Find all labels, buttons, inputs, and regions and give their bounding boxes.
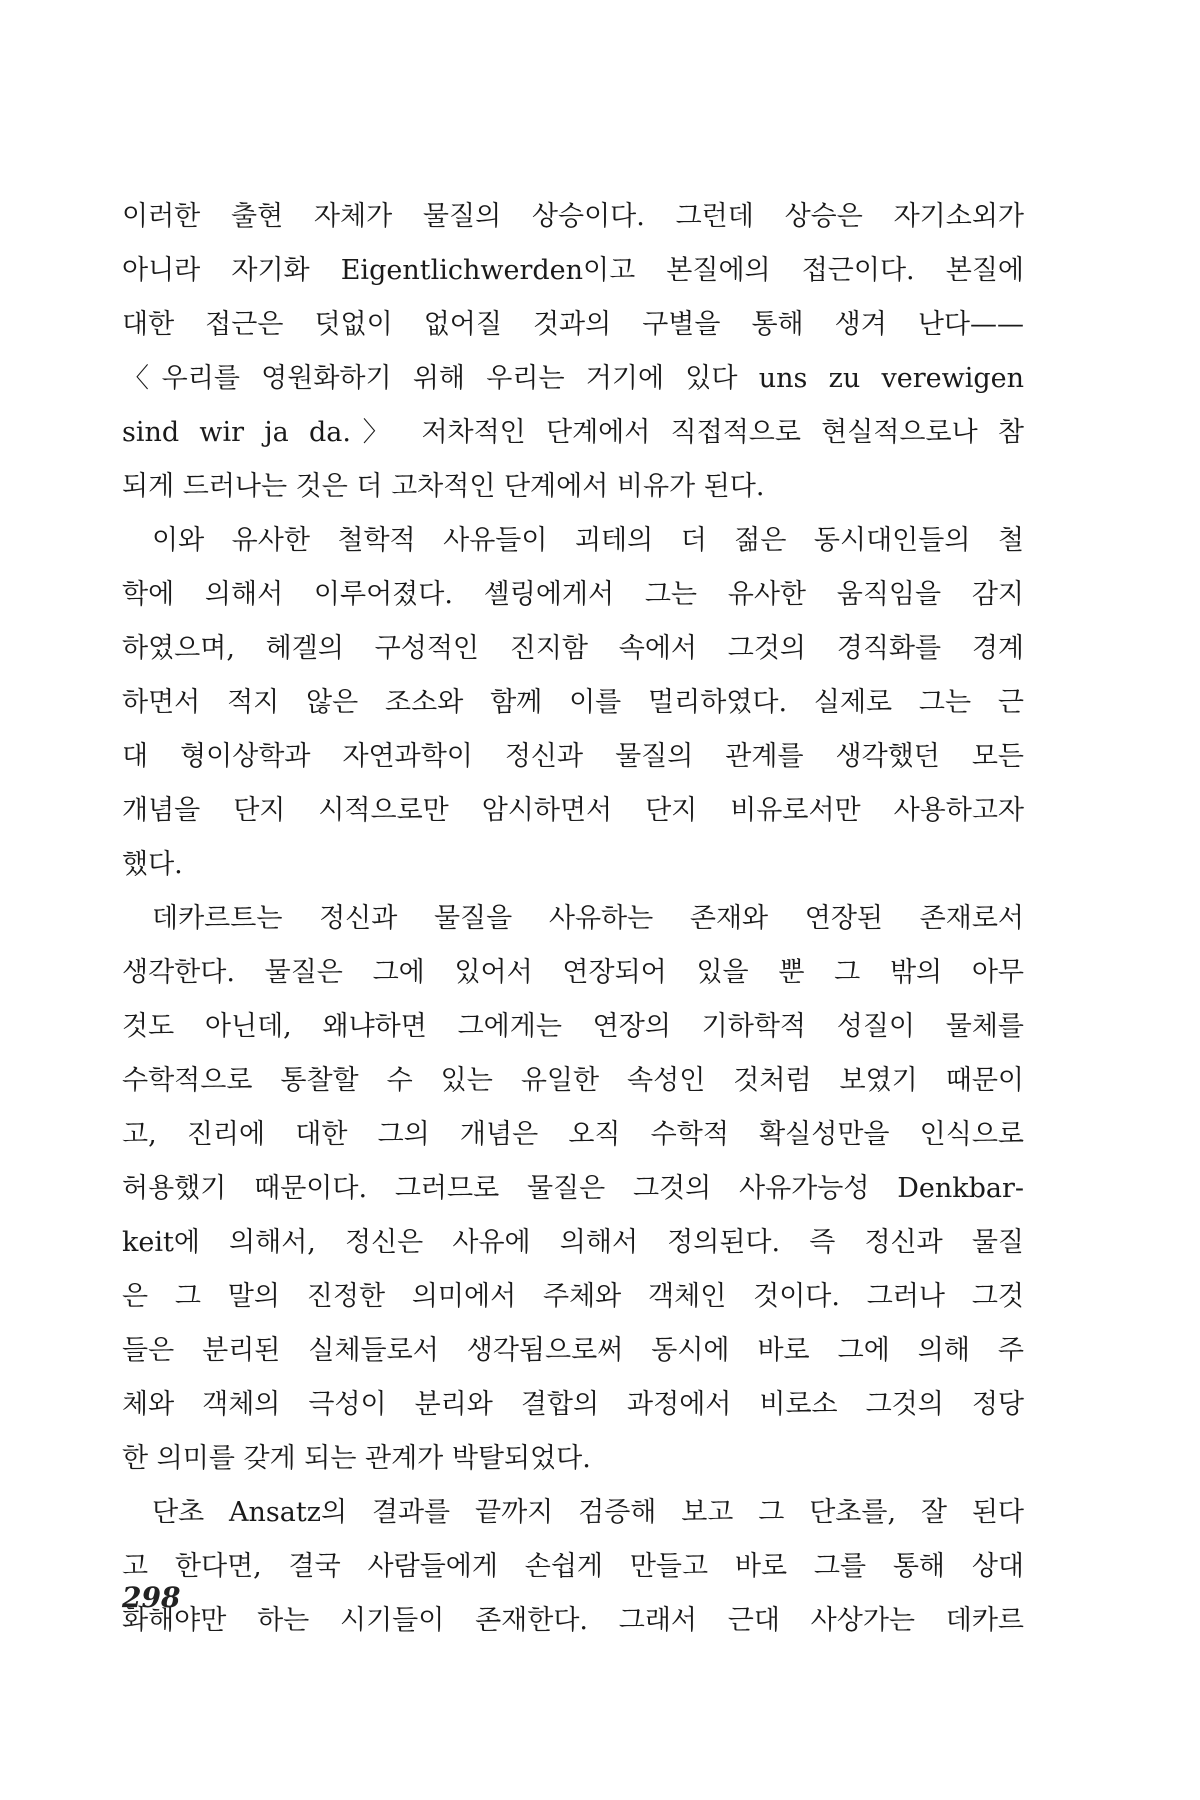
text-line: 하면서 적지 않은 조소와 함께 이를 멀리하였다. 실제로 그는 근 [122, 687, 1024, 718]
paragraph-2 [122, 514, 1024, 892]
text-line: 개념을 단지 시적으로만 암시하면서 단지 비유로서만 사용하고자 [122, 795, 1024, 826]
text-line: 대 형이상학과 자연과학이 정신과 물질의 관계를 생각했던 모든 [122, 741, 1024, 772]
text-line: 고, 진리에 대한 그의 개념은 오직 수학적 확실성만을 인식으로 [122, 1119, 1024, 1150]
text-line: 대한 접근은 덧없이 없어질 것과의 구별을 통해 생겨 난다—— [122, 309, 1024, 340]
text-line: 이러한 출현 자체가 물질의 상승이다. 그런데 상승은 자기소외가 [122, 201, 1024, 232]
paragraph-3 [122, 892, 1024, 1486]
paragraph-1 [122, 190, 1024, 514]
text-line: 것도 아닌데, 왜냐하면 그에게는 연장의 기하학적 성질이 물체를 [122, 1011, 1024, 1042]
paragraph-4 [122, 1486, 1024, 1648]
text-line: 단초 Ansatz의 결과를 끝까지 검증해 보고 그 단초를, 잘 된다 [152, 1497, 1024, 1528]
text-line: 아니라 자기화 Eigentlichwerden이고 본질에의 접근이다. 본질에 [122, 255, 1024, 286]
text-line: 은 그 말의 진정한 의미에서 주체와 객체인 것이다. 그러나 그것 [122, 1281, 1024, 1312]
page-number: 298 [122, 1581, 181, 1614]
text-line: 한 의미를 갖게 되는 관계가 박탈되었다. [122, 1443, 591, 1474]
text-line: 들은 분리된 실체들로서 생각됨으로써 동시에 바로 그에 의해 주 [122, 1335, 1024, 1366]
text-line: 화해야만 하는 시기들이 존재한다. 그래서 근대 사상가는 데카르 [122, 1605, 1024, 1636]
text-line: 하였으며, 헤겔의 구성적인 진지함 속에서 그것의 경직화를 경계 [122, 633, 1024, 664]
text-line: 허용했기 때문이다. 그러므로 물질은 그것의 사유가능성 Denkbar- [122, 1173, 1024, 1204]
text-line: keit에 의해서, 정신은 사유에 의해서 정의된다. 즉 정신과 물질 [122, 1227, 1024, 1258]
text-line: 〈우리를 영원화하기 위해 우리는 거기에 있다 uns zu verewigen [122, 363, 1024, 394]
text-line: 수학적으로 통찰할 수 있는 유일한 속성인 것처럼 보였기 때문이 [122, 1065, 1024, 1096]
text-line: 이와 유사한 철학적 사유들이 괴테의 더 젊은 동시대인들의 철 [152, 525, 1024, 556]
text-line: 데카르트는 정신과 물질을 사유하는 존재와 연장된 존재로서 [152, 903, 1024, 934]
text-line: 학에 의해서 이루어졌다. 셸링에게서 그는 유사한 움직임을 감지 [122, 579, 1024, 610]
text-line: sind wir ja da.〉 저차적인 단계에서 직접적으로 현실적으로나 참 [122, 417, 1024, 448]
body-text [122, 190, 1024, 1648]
text-line: 생각한다. 물질은 그에 있어서 연장되어 있을 뿐 그 밖의 아무 [122, 957, 1024, 988]
text-line: 고 한다면, 결국 사람들에게 손쉽게 만들고 바로 그를 통해 상대 [122, 1551, 1024, 1582]
text-line: 체와 객체의 극성이 분리와 결합의 과정에서 비로소 그것의 정당 [122, 1389, 1024, 1420]
text-line: 되게 드러나는 것은 더 고차적인 단계에서 비유가 된다. [122, 471, 765, 502]
text-line: 했다. [122, 849, 183, 880]
